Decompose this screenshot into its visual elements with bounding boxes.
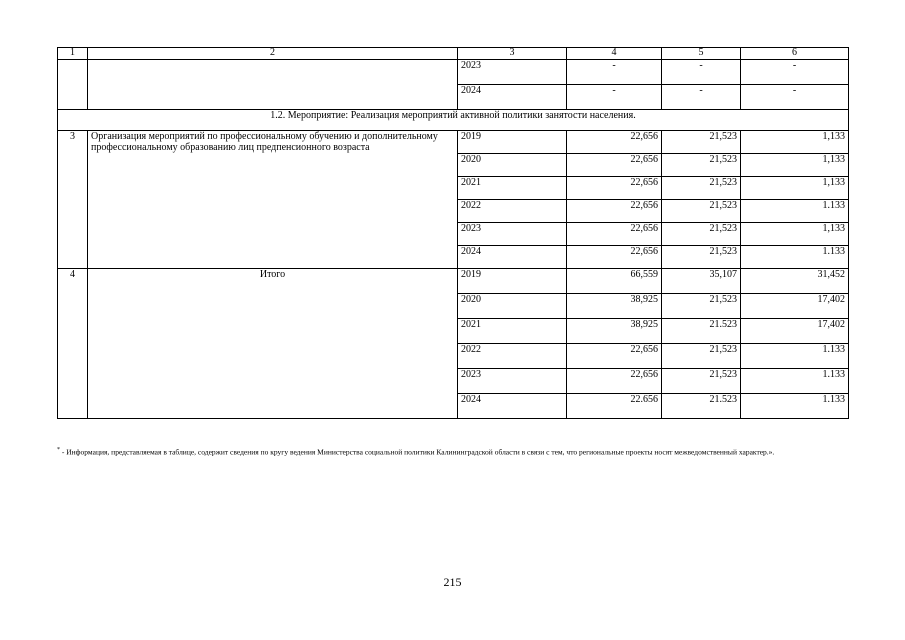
- value-cell: 1.133: [741, 369, 849, 394]
- value-cell: -: [567, 60, 662, 85]
- column-header: 6: [741, 48, 849, 60]
- value-cell: 21,523: [662, 246, 741, 269]
- year-cell: 2023: [458, 369, 567, 394]
- value-cell: 1.133: [741, 394, 849, 419]
- section-row: [58, 110, 849, 131]
- value-cell: 1.133: [741, 246, 849, 269]
- value-cell: 22,656: [567, 223, 662, 246]
- year-cell: 2024: [458, 394, 567, 419]
- table-row: [58, 60, 849, 85]
- value-cell: -: [662, 85, 741, 110]
- value-cell: 21,523: [662, 294, 741, 319]
- value-cell: 21,523: [662, 223, 741, 246]
- year-cell: 2019: [458, 131, 567, 154]
- value-cell: 1.133: [741, 200, 849, 223]
- year-cell: 2022: [458, 200, 567, 223]
- value-cell: 17,402: [741, 294, 849, 319]
- value-cell: -: [741, 60, 849, 85]
- page-number: 215: [443, 575, 462, 589]
- value-cell: 21,523: [662, 369, 741, 394]
- row-name-cell: Организация мероприятий по профессиональному обучению и дополнительному профессиональному образованию лиц предпенсионного возраста: [88, 131, 458, 269]
- year-cell: 2020: [458, 294, 567, 319]
- value-cell: 1,133: [741, 154, 849, 177]
- value-cell: -: [567, 85, 662, 110]
- section-title: 1.2. Мероприятие: Реализация мероприятий активной политики занятости населения.: [58, 110, 849, 131]
- year-cell: 2021: [458, 177, 567, 200]
- value-cell: 22,656: [567, 154, 662, 177]
- year-cell: 2024: [458, 246, 567, 269]
- value-cell: 1.133: [741, 344, 849, 369]
- value-cell: 21,523: [662, 154, 741, 177]
- value-cell: 1,133: [741, 131, 849, 154]
- value-cell: -: [662, 60, 741, 85]
- value-cell: 22,656: [567, 369, 662, 394]
- row-name-cell: [88, 60, 458, 110]
- value-cell: 1,133: [741, 223, 849, 246]
- value-cell: 22,656: [567, 200, 662, 223]
- table-row: [58, 269, 849, 294]
- footnote-text: - Информация, представляемая в таблице, содержит сведения по кругу ведения Министерства социальной политики Калининградской области в связи с тем, что региональные проекты носят межведомственный характер.».: [60, 447, 775, 457]
- year-cell: 2020: [458, 154, 567, 177]
- value-cell: 21,523: [662, 200, 741, 223]
- year-cell: 2023: [458, 60, 567, 85]
- budget-table: [57, 47, 849, 419]
- table-row: [58, 131, 849, 154]
- total-label-cell: Итого: [88, 269, 458, 419]
- value-cell: -: [741, 85, 849, 110]
- value-cell: 22.656: [567, 394, 662, 419]
- year-cell: 2024: [458, 85, 567, 110]
- value-cell: 22,656: [567, 131, 662, 154]
- year-cell: 2021: [458, 319, 567, 344]
- value-cell: 38,925: [567, 319, 662, 344]
- value-cell: 1,133: [741, 177, 849, 200]
- value-cell: 38,925: [567, 294, 662, 319]
- column-header: 2: [88, 48, 458, 60]
- column-header: 5: [662, 48, 741, 60]
- value-cell: 21,523: [662, 177, 741, 200]
- value-cell: 35,107: [662, 269, 741, 294]
- footnote: [57, 445, 848, 458]
- value-cell: 66,559: [567, 269, 662, 294]
- row-number-cell: [58, 60, 88, 110]
- column-header: 1: [58, 48, 88, 60]
- column-number-row: [58, 48, 849, 60]
- footnote-marker: *: [57, 447, 60, 453]
- value-cell: 21,523: [662, 131, 741, 154]
- year-cell: 2019: [458, 269, 567, 294]
- value-cell: 22,656: [567, 246, 662, 269]
- year-cell: 2022: [458, 344, 567, 369]
- row-number-cell: 4: [58, 269, 88, 419]
- value-cell: 31,452: [741, 269, 849, 294]
- column-header: 4: [567, 48, 662, 60]
- value-cell: 21.523: [662, 319, 741, 344]
- row-number-cell: 3: [58, 131, 88, 269]
- column-header: 3: [458, 48, 567, 60]
- value-cell: 22,656: [567, 344, 662, 369]
- value-cell: 22,656: [567, 177, 662, 200]
- year-cell: 2023: [458, 223, 567, 246]
- value-cell: 21.523: [662, 394, 741, 419]
- value-cell: 17,402: [741, 319, 849, 344]
- value-cell: 21,523: [662, 344, 741, 369]
